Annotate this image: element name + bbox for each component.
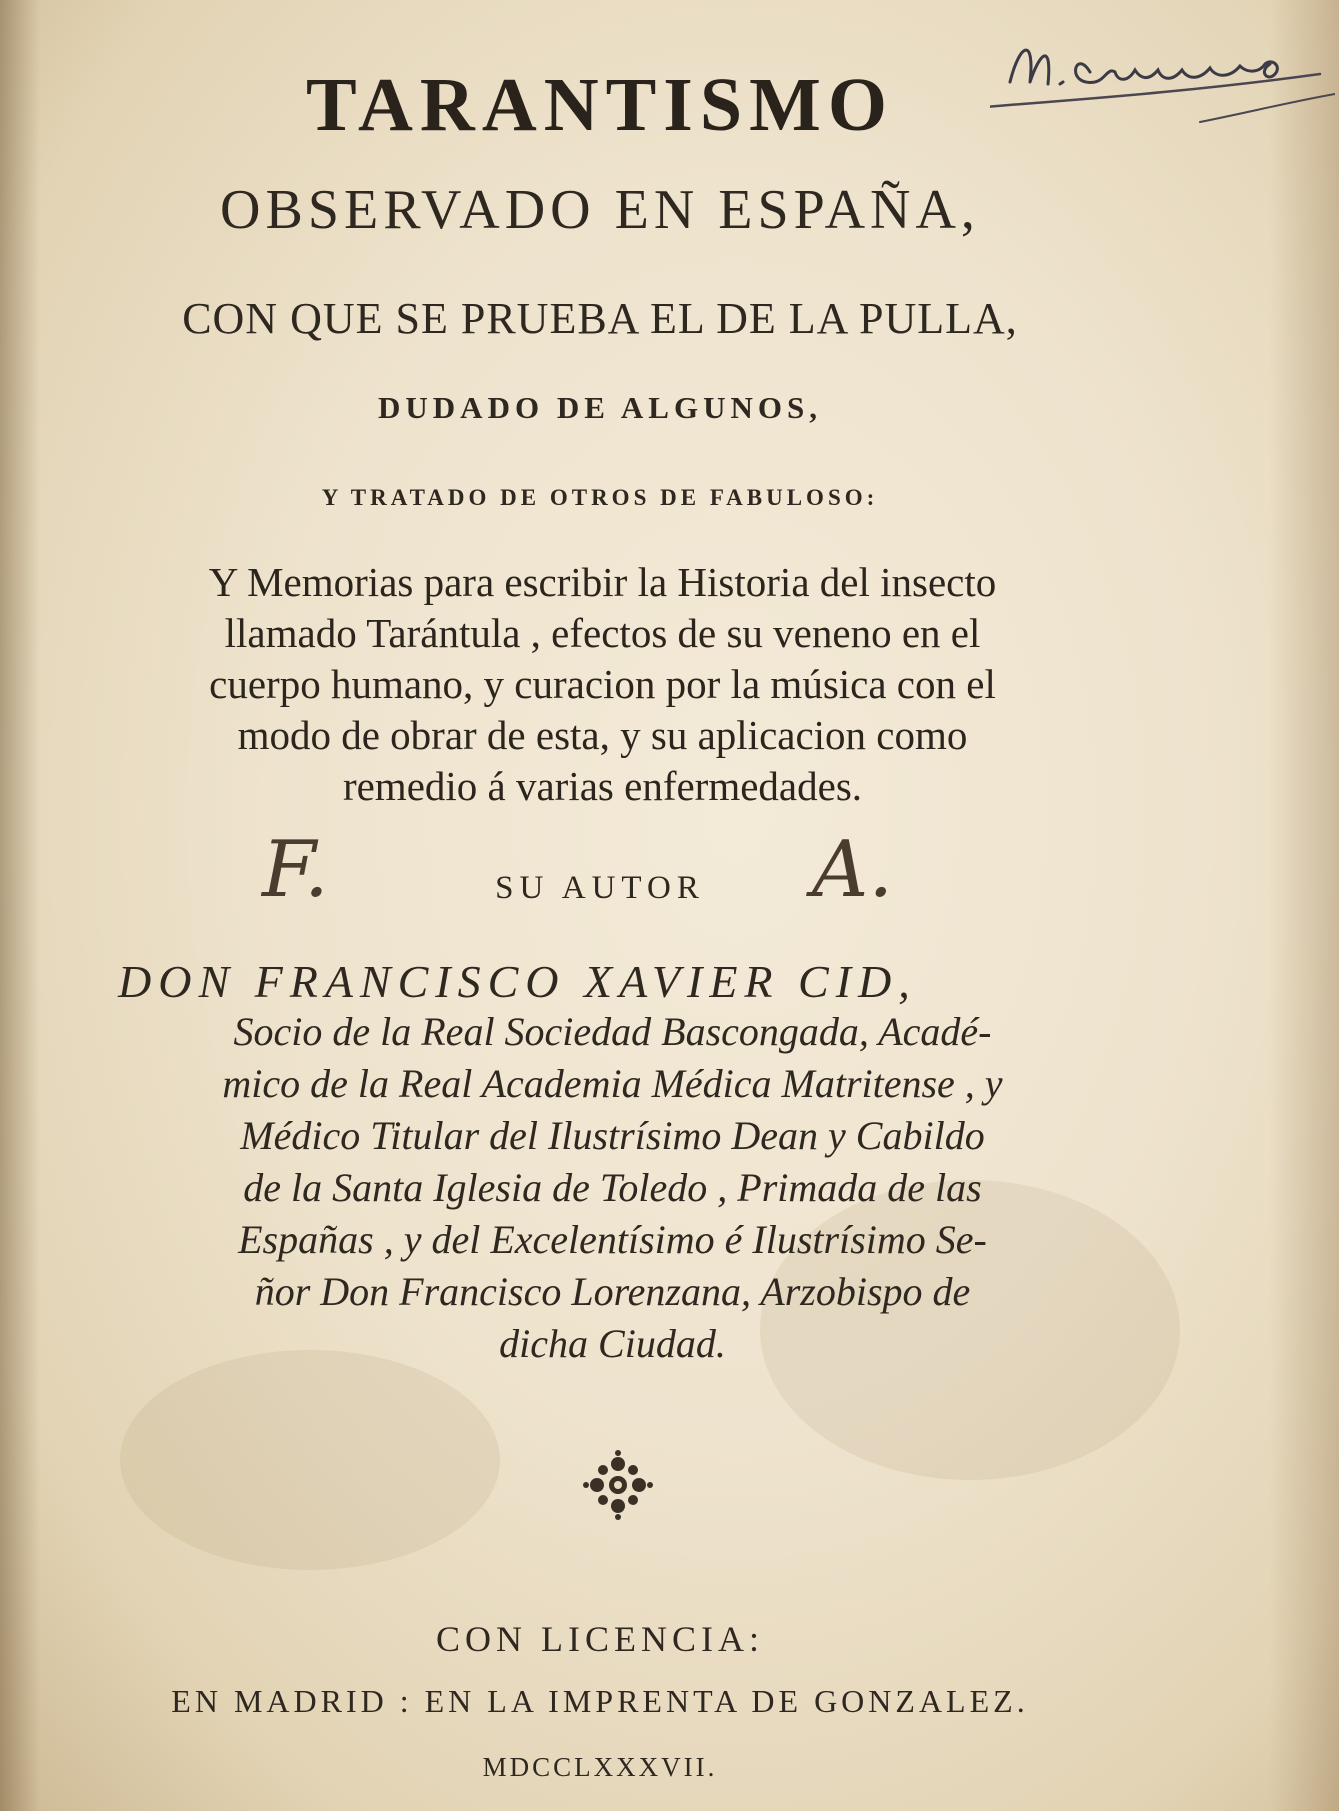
subtitle-dudado: DUDADO DE ALGUNOS,	[378, 390, 822, 425]
subtitle-pulla: CON QUE SE PRUEBA EL DE LA PULLA,	[182, 294, 1018, 343]
description-line: llamado Tarántula , efectos de su veneno en el	[224, 610, 981, 656]
author-description-line: mico de la Real Academia Médica Matritense , y	[222, 1061, 1003, 1106]
author-description-line: de la Santa Iglesia de Toledo , Primada de las	[243, 1165, 982, 1210]
author-description-line: Socio de la Real Sociedad Bascongada, Acadé-	[233, 1009, 992, 1054]
paper-stain	[120, 1350, 500, 1570]
fleuron-ornament-icon	[583, 1450, 653, 1520]
publication-year: MDCCLXXXVII.	[482, 1752, 718, 1782]
imprint-line: EN MADRID : EN LA IMPRENTA DE GONZALEZ.	[171, 1683, 1029, 1719]
author-description	[110, 1006, 1115, 1370]
author-description-line: Españas , y del Excelentísimo é Ilustrísimo Se-	[238, 1217, 987, 1262]
handwritten-initial-f: F.	[262, 825, 329, 915]
license-line: CON LICENCIA:	[436, 1619, 764, 1659]
description-line: Y Memorias para escribir la Historia del insecto	[208, 559, 997, 605]
description-paragraph	[95, 557, 1110, 812]
handwritten-initial-a: A.	[812, 825, 894, 915]
page-edge-shadow	[1269, 0, 1339, 1811]
book-title: TARANTISMO	[306, 63, 894, 147]
author-description-line: dicha Ciudad.	[499, 1321, 726, 1366]
author-name: DON FRANCISCO XAVIER CID,	[118, 956, 917, 1007]
author-heading: SU AUTOR	[495, 870, 705, 906]
description-line: modo de obrar de esta, y su aplicacion como	[237, 712, 968, 758]
description-line: cuerpo humano, y curacion por la música con el	[209, 661, 996, 707]
subtitle-observado: OBSERVADO EN ESPAÑA,	[220, 179, 980, 241]
subtitle-fabuloso: Y TRATADO DE OTROS DE FABULOSO:	[321, 485, 879, 510]
author-description-line: Médico Titular del Ilustrísimo Dean y Cabildo	[240, 1113, 985, 1158]
description-line: remedio á varias enfermedades.	[342, 763, 863, 809]
author-description-line: ñor Don Francisco Lorenzana, Arzobispo de	[254, 1269, 971, 1314]
